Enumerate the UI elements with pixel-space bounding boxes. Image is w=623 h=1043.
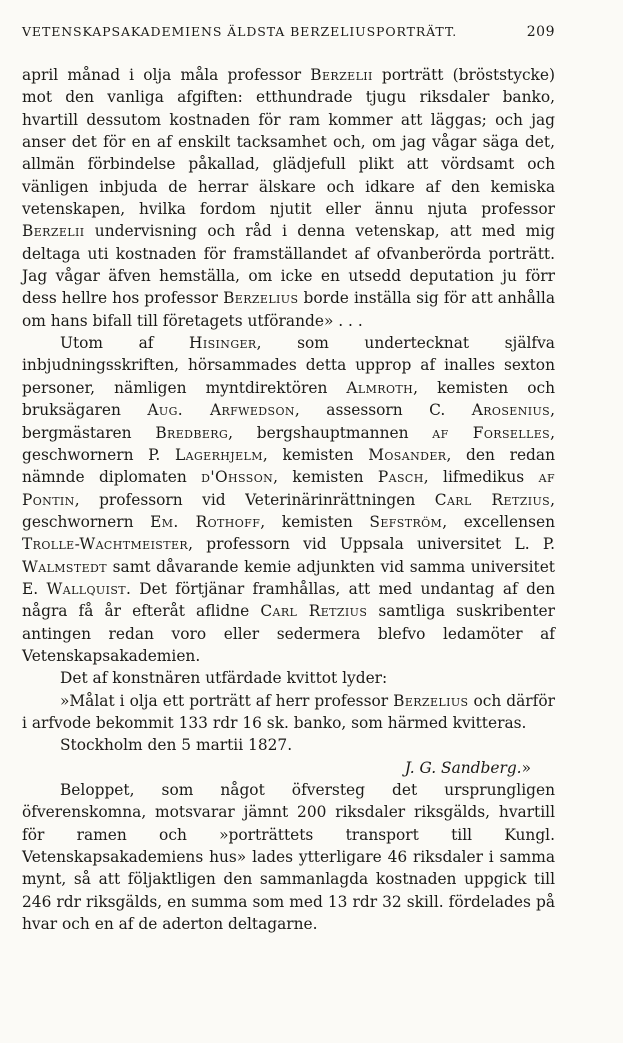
small-caps-name: Arosenius xyxy=(471,401,551,420)
receipt-dateline: Stockholm den 5 martii 1827. xyxy=(60,736,293,755)
small-caps-name: Pasch xyxy=(377,468,424,487)
small-caps-name: Berzelii xyxy=(310,66,373,84)
small-caps-name: Berzelii xyxy=(22,222,85,241)
small-caps-name: Carl Retzius xyxy=(434,490,551,509)
small-caps-name: d'Ohsson xyxy=(201,468,274,487)
small-caps-name: Berzelius xyxy=(393,691,469,710)
book-page xyxy=(22,24,555,935)
small-caps-name: Sefström xyxy=(369,512,443,531)
paragraph: april månad i olja måla professor Berzelii porträtt (bröststycke) mot den vanliga afgiften: etthundrade tjugu riksdaler banko, hvartill dessutom kostnaden för ram kommer att läggas; och jag anser det för en af enskilt tacksamhet och, om jag vågar säga det, allmän förbindelse påkallad, glädjefull plikt att vördsamt och vänligen inbjuda de herrar älskare och idkare af den kemiska vetenskapen, hvilka fordom njutit eller ännu njuta professor Berzelii undervisning och råd i denna vetenskap, att med mig deltaga uti kostnaden för framställandet af ofvanberörda porträtt. Jag vågar äfven hemställa, om icke en utsedd deputation ju förr dess hellre hos professor Berzelius borde inställa sig för att anhålla om hans bifall till företagets utförande» . . . xyxy=(22,66,555,330)
paragraph: Beloppet, som något öfversteg det ursprungligen öfverenskomna, motsvarar jämnt 200 riksdaler riksgälds, hvartill för ramen och »porträttets transport till Kungl. Vetenskapsakademiens hus» lades ytterligare 46 riksdaler i samma mynt, så att följaktligen den sammanlagda kostnaden uppgick till 246 rdr riksgälds, en summa som med 13 rdr 32 skill. fördelades på hvar och en af de aderton deltagarne. xyxy=(22,781,555,934)
italic-signature: J. G. Sandberg. xyxy=(404,758,522,777)
small-caps-name: Walmstedt xyxy=(22,557,107,576)
small-caps-name: Mosander xyxy=(368,445,447,464)
small-caps-name: Wallquist xyxy=(46,579,126,598)
small-caps-name: Aug. Arfwedson xyxy=(147,401,295,420)
page-header xyxy=(22,24,555,50)
quoted-receipt: »Målat i olja ett porträtt af herr professor Berzelius och därför i arfvode bekommit 133 rdr 16 sk. banko, som härmed kvitteras. xyxy=(22,691,555,732)
small-caps-name: af Forselles xyxy=(432,423,551,442)
small-caps-name: Carl Retzius xyxy=(260,602,368,621)
small-caps-name: Bredberg xyxy=(155,423,229,442)
small-caps-name: Trolle-Wachtmeister xyxy=(22,535,189,554)
body-text xyxy=(22,64,555,935)
small-caps-name: af Pontin xyxy=(22,468,555,509)
page-number: 209 xyxy=(526,24,555,40)
paragraph: Utom af Hisinger, som undertecknat själfva inbjudningsskriften, hörsammades detta upprop af inalles sexton personer, nämligen myntdirektören Almroth, kemisten och bruksägaren Aug. Arfwedson, assessorn C. Arosenius, bergmästaren Bredberg, bergshauptmannen af Forselles, geschwornern P. Lagerhjelm, kemisten Mosander, den redan nämnde diplomaten d'Ohsson, kemisten Pasch, lifmedikus af Pontin, professorn vid Veterinärinrättningen Carl Retzius, geschwornern Em. Rothoff, kemisten Sefström, excellensen Trolle-Wachtmeister, professorn vid Uppsala universitet L. P. Walmstedt samt dåvarande kemie adjunkten vid samma universitet E. Wallquist. Det förtjänar framhållas, att med undantag af den några få år efteråt aflidne Carl Retzius samtliga suskribenter antingen redan voro eller sedermera blefvo ledamöter af Vetenskapsakademien. xyxy=(22,334,556,665)
small-caps-name: Almroth xyxy=(346,378,414,397)
small-caps-name: Lagerhjelm xyxy=(175,445,263,464)
paragraph: Det af konstnären utfärdade kvittot lyder: xyxy=(60,669,388,688)
small-caps-name: Em. Rothoff xyxy=(150,512,261,531)
receipt-signature: J. G. Sandberg.» xyxy=(404,758,531,777)
small-caps-name: Hisinger xyxy=(189,334,257,353)
running-title: VETENSKAPSAKADEMIENS ÄLDSTA BERZELIUSPORTRÄTT. xyxy=(22,24,458,39)
small-caps-name: Berzelius xyxy=(223,289,299,308)
